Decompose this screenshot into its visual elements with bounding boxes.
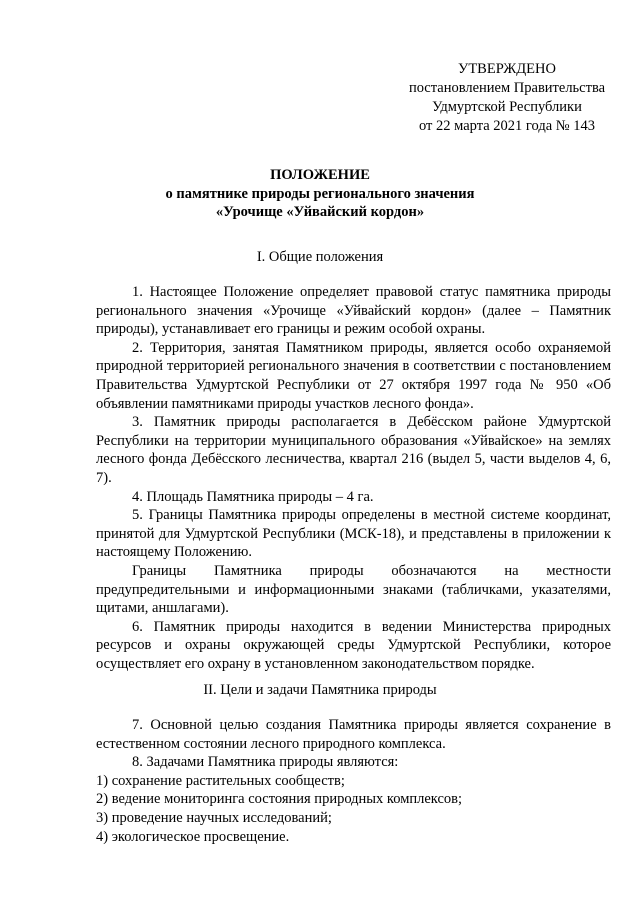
list-item: 1) сохранение растительных сообществ; <box>96 772 345 789</box>
paragraph-6: 6. Памятник природы находится в ведении Министерства природных ресурсов и охраны окружающей среды Удмуртской Республики, которое осуществляет его охрану в установленном законодательством порядке. <box>96 618 611 672</box>
paragraph-3: 3. Памятник природы располагается в Дебёсском районе Удмуртской Республики на территории муниципального образования «Уйвайское» на землях лесного фонда Дебёсского лесничества, квартал 216 (выдел 5, части выделов 4, 6, 7). <box>96 414 611 486</box>
paragraph-5: 5. Границы Памятника природы определены в местной системе координат, принятой для Удмуртской Республики (МСК-18), и представлены в приложении к настоящему Положению. <box>96 507 611 561</box>
approval-stamp <box>392 60 622 136</box>
paragraph-7: 7. Основной целью создания Памятника природы является сохранение в естественном состоянии лесного природного комплекса. <box>96 717 611 752</box>
list-item: 2) ведение мониторинга состояния природных комплексов; <box>96 791 463 808</box>
document-title <box>100 166 540 222</box>
title-line-2: о памятнике природы регионального значения <box>165 185 475 202</box>
section-1-body <box>96 283 611 673</box>
paragraph-2: 2. Территория, занятая Памятником природы, является особо охраняемой природной территорией регионального значения в соответствии с постановлением Правительства Удмуртской Республики от 27 октября 1997 года № 950 «Об объявлении памятниками природы участков лесного фонда». <box>96 339 611 412</box>
paragraph-8: 8. Задачами Памятника природы являются: <box>132 754 399 771</box>
approval-line-4: от 22 марта 2021 года № 143 <box>419 118 595 134</box>
section-2-heading: II. Цели и задачи Памятника природы <box>203 682 437 698</box>
title-line-1: ПОЛОЖЕНИЕ <box>270 167 370 183</box>
section-1-heading: I. Общие положения <box>256 249 384 265</box>
paragraph-4: 4. Площадь Памятника природы – 4 га. <box>132 488 374 505</box>
paragraph-5-cont: Границы Памятника природы обозначаются на местности предупредительными и информационными знаками (табличками, указателями, щитами, аншлагами). <box>96 562 611 617</box>
approval-line-2: постановлением Правительства <box>408 80 606 96</box>
section-2-body <box>96 716 611 846</box>
approval-line-1: УТВЕРЖДЕНО <box>458 61 556 77</box>
title-line-3: «Урочище «Уйвайский кордон» <box>215 204 425 220</box>
approval-line-3: Удмуртской Республики <box>432 99 582 115</box>
paragraph-1: 1. Настоящее Положение определяет правовой статус памятника природы регионального значения «Урочище «Уйвайский кордон» (далее – Памятник природы), устанавливает его границы и режим особой охраны. <box>96 284 611 338</box>
list-item: 3) проведение научных исследований; <box>96 809 332 826</box>
list-item: 4) экологическое просвещение. <box>96 828 290 845</box>
